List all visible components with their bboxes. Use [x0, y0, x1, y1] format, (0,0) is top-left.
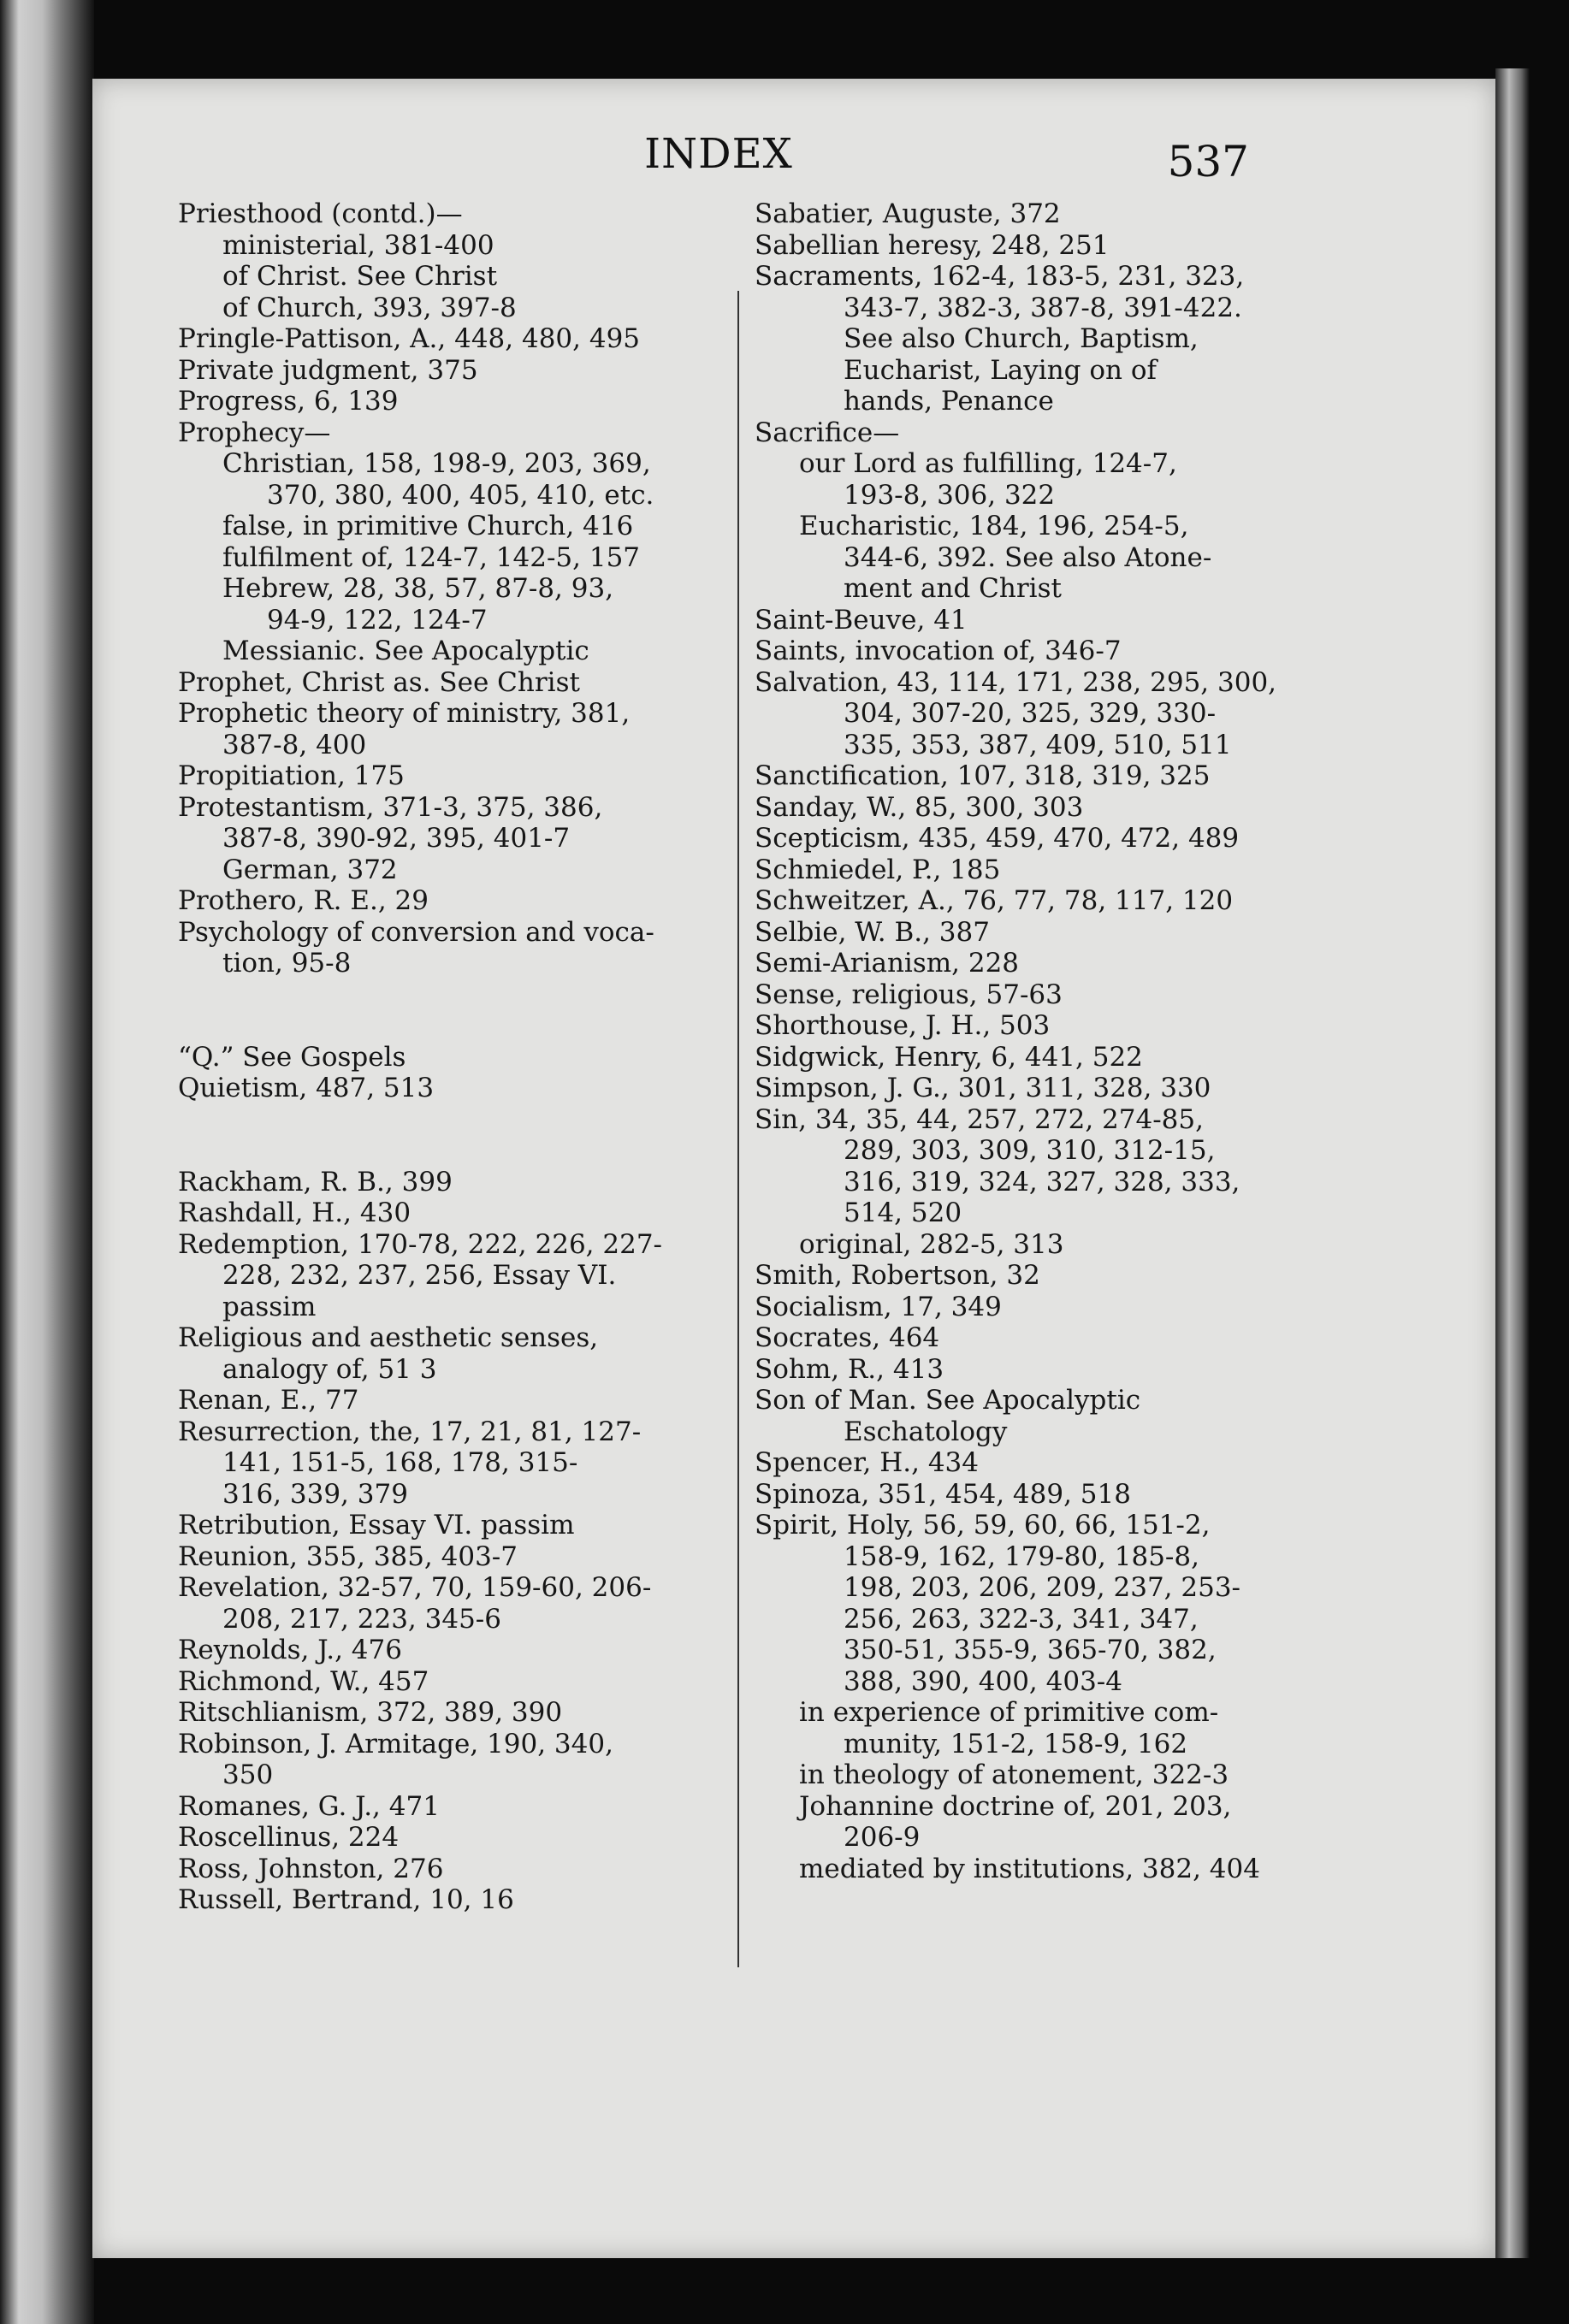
index-entry: Simpson, J. G., 301, 311, 328, 330 [755, 1073, 1211, 1103]
index-entry: hands, Penance [844, 386, 1054, 417]
page-title: INDEX [644, 130, 793, 178]
index-entry: Selbie, W. B., 387 [755, 916, 990, 948]
index-entry: Sanctification, 107, 318, 319, 325 [755, 760, 1211, 791]
index-entry: Rashdall, H., 430 [178, 1197, 411, 1228]
index-entry: Shorthouse, J. H., 503 [755, 1010, 1051, 1041]
index-entry: Sanday, W., 85, 300, 303 [755, 791, 1084, 823]
section-gap [178, 1104, 725, 1167]
index-entry: false, in primitive Church, 416 [222, 511, 634, 541]
index-entry: 141, 151-5, 168, 178, 315- [222, 1447, 578, 1478]
index-entry: 206-9 [844, 1822, 921, 1853]
index-entry: Prophecy— [178, 417, 331, 448]
index-entry: Ritschlianism, 372, 389, 390 [178, 1697, 563, 1728]
index-entry: 514, 520 [844, 1197, 962, 1228]
index-entry: Sidgwick, Henry, 6, 441, 522 [755, 1041, 1143, 1073]
index-entry: Scepticism, 435, 459, 470, 472, 489 [755, 823, 1240, 854]
index-entry: Psychology of conversion and voca- [178, 916, 654, 948]
index-entry: 343-7, 382-3, 387-8, 391-422. [844, 292, 1242, 323]
index-entry: Priesthood (contd.)— [178, 198, 463, 229]
left-page-edge [0, 0, 94, 2324]
index-entry: 350 [222, 1759, 274, 1790]
index-entry: of Church, 393, 397-8 [222, 292, 517, 323]
index-entry: Son of Man. See Apocalyptic [755, 1385, 1141, 1416]
index-entry: Robinson, J. Armitage, 190, 340, [178, 1728, 613, 1759]
index-entry: Renan, E., 77 [178, 1385, 359, 1416]
index-entry: 370, 380, 400, 405, 410, etc. [267, 479, 654, 511]
index-entry: Prophet, Christ as. See Christ [178, 666, 580, 698]
index-entry: Sabellian heresy, 248, 251 [755, 229, 1110, 261]
index-entry: Sacraments, 162-4, 183-5, 231, 323, [755, 261, 1245, 292]
index-entry: Revelation, 32-57, 70, 159-60, 206- [178, 1572, 652, 1603]
index-entry: Prophetic theory of ministry, 381, [178, 698, 631, 729]
index-column-right [755, 198, 1277, 1884]
index-entry: Private judgment, 375 [178, 354, 478, 386]
index-entry: Christian, 158, 198-9, 203, 369, [222, 448, 651, 479]
index-entry: Propitiation, 175 [178, 760, 405, 791]
index-entry: “Q.” See Gospels [178, 1041, 406, 1073]
index-entry: 304, 307-20, 325, 329, 330- [844, 698, 1217, 729]
index-entry: 289, 303, 309, 310, 312-15, [844, 1135, 1216, 1166]
index-entry: Johannine doctrine of, 201, 203, [799, 1790, 1232, 1822]
index-entry: Socialism, 17, 349 [755, 1291, 1002, 1322]
index-entry: 198, 203, 206, 209, 237, 253- [844, 1572, 1241, 1603]
index-entry: 316, 339, 379 [222, 1478, 408, 1510]
index-entry: Eucharistic, 184, 196, 254-5, [799, 511, 1189, 541]
index-entry: Sabatier, Auguste, 372 [755, 198, 1061, 229]
index-entry: 350-51, 355-9, 365-70, 382, [844, 1635, 1217, 1665]
index-entry: Russell, Bertrand, 10, 16 [178, 1884, 514, 1915]
index-entry: 208, 217, 223, 345-6 [222, 1603, 501, 1635]
index-entry: Spinoza, 351, 454, 489, 518 [755, 1478, 1131, 1510]
index-entry: Eucharist, Laying on of [844, 354, 1157, 386]
index-entry: 344-6, 392. See also Atone- [844, 541, 1212, 573]
index-entry: passim [222, 1291, 317, 1322]
index-entry: fulfilment of, 124-7, 142-5, 157 [222, 541, 641, 573]
index-entry: Retribution, Essay VI. passim [178, 1510, 575, 1540]
index-entry: 256, 263, 322-3, 341, 347, [844, 1603, 1199, 1635]
index-entry: Socrates, 464 [755, 1322, 940, 1353]
index-entry: Reunion, 355, 385, 403-7 [178, 1540, 518, 1572]
index-column-left [178, 198, 725, 1916]
index-entry: See also Church, Baptism, [844, 323, 1199, 354]
index-entry: 228, 232, 237, 256, Essay VI. [222, 1260, 617, 1291]
index-entry: Roscellinus, 224 [178, 1822, 400, 1853]
index-entry: ministerial, 381-400 [222, 229, 494, 261]
index-entry: 94-9, 122, 124-7 [267, 604, 488, 636]
index-entry: Salvation, 43, 114, 171, 238, 295, 300, [755, 666, 1277, 698]
section-gap [178, 979, 725, 1042]
index-entry: Rackham, R. B., 399 [178, 1166, 453, 1197]
index-entry: ment and Christ [844, 573, 1062, 604]
index-entry: Sohm, R., 413 [755, 1353, 944, 1385]
index-entry: Schmiedel, P., 185 [755, 854, 1001, 885]
index-entry: Sense, religious, 57-63 [755, 979, 1063, 1010]
index-entry: Spirit, Holy, 56, 59, 60, 66, 151-2, [755, 1510, 1211, 1540]
index-entry: in experience of primitive com- [799, 1697, 1219, 1728]
index-entry: in theology of atonement, 322-3 [799, 1759, 1229, 1790]
index-entry: Schweitzer, A., 76, 77, 78, 117, 120 [755, 885, 1234, 916]
column-divider [737, 291, 739, 1967]
index-entry: of Christ. See Christ [222, 261, 498, 292]
index-entry: 316, 319, 324, 327, 328, 333, [844, 1166, 1240, 1197]
index-entry: German, 372 [222, 854, 398, 885]
index-entry: 387-8, 400 [222, 729, 367, 760]
index-entry: Pringle-Pattison, A., 448, 480, 495 [178, 323, 641, 354]
index-entry: Eschatology [844, 1416, 1008, 1447]
index-entry: mediated by institutions, 382, 404 [799, 1853, 1260, 1884]
index-entry: Sin, 34, 35, 44, 257, 272, 274-85, [755, 1103, 1204, 1135]
index-entry: analogy of, 51 3 [222, 1353, 437, 1385]
index-entry: Semi-Arianism, 228 [755, 948, 1020, 979]
index-entry: Protestantism, 371-3, 375, 386, [178, 791, 603, 823]
index-entry: Religious and aesthetic senses, [178, 1322, 599, 1353]
index-entry: Ross, Johnston, 276 [178, 1853, 444, 1884]
index-entry: Progress, 6, 139 [178, 386, 399, 417]
index-entry: original, 282-5, 313 [799, 1228, 1064, 1260]
index-entry: Reynolds, J., 476 [178, 1635, 402, 1665]
page-number: 537 [1167, 137, 1249, 186]
index-entry: 158-9, 162, 179-80, 185-8, [844, 1540, 1199, 1572]
index-entry: 388, 390, 400, 403-4 [844, 1665, 1122, 1697]
index-entry: munity, 151-2, 158-9, 162 [844, 1728, 1188, 1759]
index-entry: Richmond, W., 457 [178, 1665, 429, 1697]
index-entry: 335, 353, 387, 409, 510, 511 [844, 729, 1232, 760]
index-entry: Prothero, R. E., 29 [178, 885, 429, 916]
index-entry: 193-8, 306, 322 [844, 479, 1056, 511]
index-entry: tion, 95-8 [222, 948, 352, 979]
right-page-edge [1495, 68, 1530, 2258]
index-entry: Quietism, 487, 513 [178, 1073, 435, 1103]
index-entry: Sacrifice— [755, 417, 900, 448]
index-entry: Resurrection, the, 17, 21, 81, 127- [178, 1416, 642, 1447]
index-entry: Saints, invocation of, 346-7 [755, 636, 1122, 666]
index-entry: Smith, Robertson, 32 [755, 1260, 1040, 1291]
index-entry: Romanes, G. J., 471 [178, 1790, 440, 1822]
index-entry: Hebrew, 28, 38, 57, 87-8, 93, [222, 573, 614, 604]
index-entry: Messianic. See Apocalyptic [222, 636, 589, 666]
index-entry: Spencer, H., 434 [755, 1447, 979, 1478]
index-entry: Saint-Beuve, 41 [755, 604, 968, 636]
index-entry: Redemption, 170-78, 222, 226, 227- [178, 1228, 663, 1260]
index-entry: our Lord as fulfilling, 124-7, [799, 448, 1177, 479]
index-entry: 387-8, 390-92, 395, 401-7 [222, 823, 571, 854]
